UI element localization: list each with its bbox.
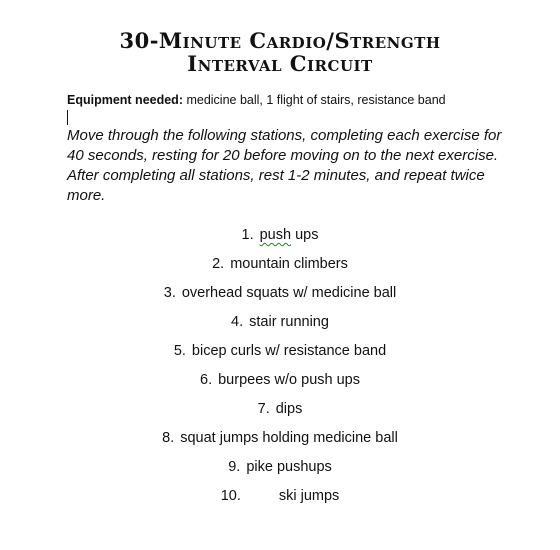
exercise-list [0,224,560,514]
document-title-line-2: Interval Circuit [187,51,373,76]
exercise-text: pike pushups [246,459,332,475]
equipment-label: Equipment needed: [67,93,183,107]
exercise-number: 5. [173,343,186,359]
exercise-item[interactable] [0,253,560,282]
exercise-text: mountain climbers [230,256,348,272]
exercise-item[interactable] [0,485,560,514]
exercise-text: bicep curls w/ resistance band [191,343,387,359]
instructions-line: more. [67,187,106,204]
instructions-paragraph[interactable] [67,126,512,206]
exercise-item[interactable] [0,311,560,340]
exercise-number: 9. [228,459,241,475]
exercise-text: ups [291,227,319,243]
equipment-paragraph[interactable] [67,92,446,108]
exercise-text: stair running [249,314,329,330]
exercise-item[interactable] [0,427,560,456]
exercise-item[interactable] [0,369,560,398]
exercise-number: 8. [162,430,175,446]
instructions-line: Move through the following stations, completing each exercise for [67,127,502,144]
exercise-item[interactable] [0,398,560,427]
exercise-number: 10. [220,488,241,504]
instructions-line: 40 seconds, resting for 20 before moving on to the next exercise. [67,147,499,164]
text-cursor [67,110,68,125]
exercise-number: 1. [241,227,254,243]
exercise-text: burpees w/o push ups [218,372,360,388]
equipment-value: medicine ball, 1 flight of stairs, resistance band [182,93,446,107]
instructions-line: After completing all stations, rest 1-2 minutes, and repeat twice [67,167,485,184]
exercise-item[interactable] [0,456,560,485]
exercise-item[interactable] [0,282,560,311]
exercise-item[interactable] [0,224,560,253]
exercise-item[interactable] [0,340,560,369]
exercise-text: squat jumps holding medicine ball [180,430,398,446]
exercise-text: dips [275,401,303,417]
exercise-number: 6. [200,372,213,388]
exercise-text: ski jumps [278,488,340,504]
exercise-number: 2. [212,256,225,272]
exercise-number: 4. [231,314,244,330]
spellcheck-flagged-word[interactable]: push [259,227,292,243]
document-title-line-1: 30-Minute Cardio/Strength [119,28,441,53]
exercise-text: overhead squats w/ medicine ball [181,285,397,301]
exercise-number: 3. [163,285,176,301]
exercise-number: 7. [257,401,270,417]
